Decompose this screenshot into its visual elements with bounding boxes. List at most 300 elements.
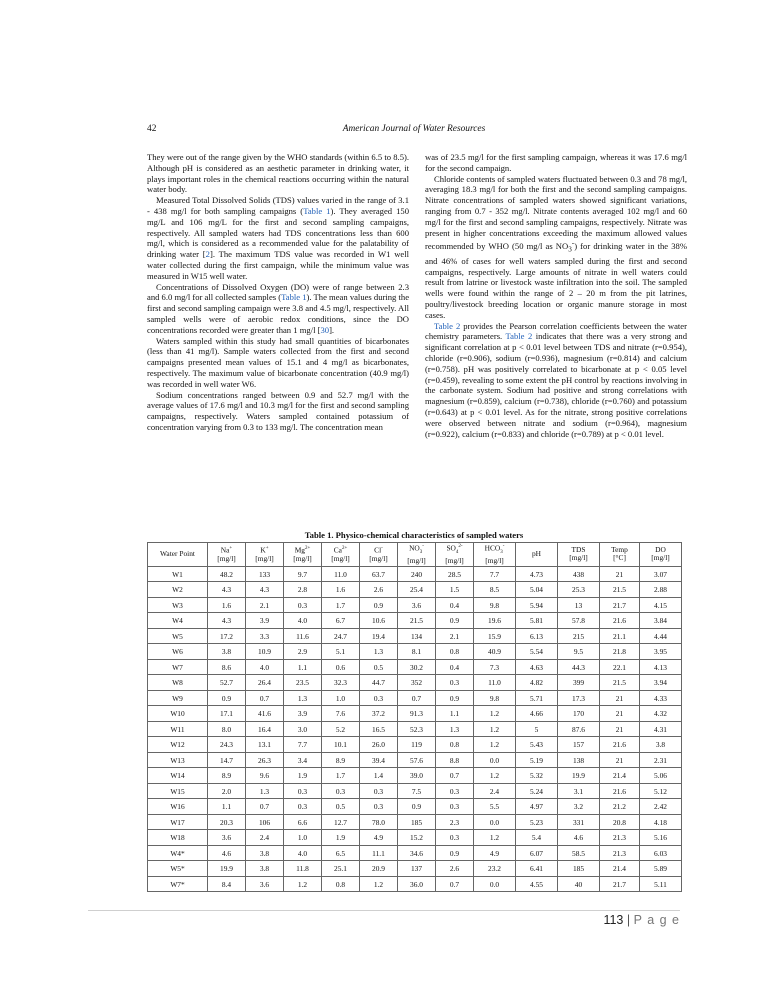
- table-cell: 185: [398, 814, 436, 830]
- table-cell: 2.8: [284, 582, 322, 598]
- paragraph: Table 2 provides the Pearson correlation coefficients between the water chemistry parameters. Table 2 indicates that there was a very strong and significant correlation at p < 0.01 level between TDS and nitrate (r=0.954), chloride (r=0.906), sodium (r=0.936), magnesium (r=0.814) and calcium (r=0.758). pH was positively correlated to bicarbonate at p < 0.05 level (r=0.459), revealing to some extent the pH control by reactions involving in the carbonate system. Sodium had positive and strong correlations with magnesium (r=0.859), calcium (r=0.738), chloride (r=0.760) and potassium (r=0.643) at p < 0.01 level. As for the nitrate, strong positive correlations were observed between nitrate and sodium (r=0.964), magnesium (r=0.922), calcium (r=0.833) and chloride (r=0.789) at p < 0.01 level.: [425, 320, 687, 439]
- table-cell: 2.0: [208, 783, 246, 799]
- table-cell: 3.9: [246, 613, 284, 629]
- table-row: [148, 737, 682, 753]
- table-cell: 0.9: [436, 845, 474, 861]
- table-cell: 36.0: [398, 876, 436, 892]
- footer-page-word: P a g e: [633, 913, 680, 927]
- table-cell: 78.0: [360, 814, 398, 830]
- table-cell: 8.4: [208, 876, 246, 892]
- table-cell: 1.6: [322, 582, 360, 598]
- table-row: [148, 814, 682, 830]
- table-body: [148, 566, 682, 892]
- table-reference-link[interactable]: Table 2: [434, 320, 461, 331]
- table-cell: 1.1: [436, 706, 474, 722]
- table-cell: 4.18: [640, 814, 682, 830]
- table-cell: 21.6: [600, 737, 640, 753]
- table-cell: 17.3: [558, 690, 600, 706]
- table-cell: 0.6: [322, 659, 360, 675]
- water-point-cell: W7*: [148, 876, 208, 892]
- table-cell: 0.9: [436, 690, 474, 706]
- table-cell: 2.3: [436, 814, 474, 830]
- table-cell: 0.0: [474, 814, 516, 830]
- table-cell: 8.5: [474, 582, 516, 598]
- table-cell: 3.1: [558, 783, 600, 799]
- table-cell: 21.7: [600, 876, 640, 892]
- column-header: pH: [516, 543, 558, 567]
- table-row: [148, 582, 682, 598]
- table-cell: 44.3: [558, 659, 600, 675]
- table-cell: 3.8: [246, 845, 284, 861]
- table-cell: 2.4: [246, 830, 284, 846]
- table-cell: 25.3: [558, 582, 600, 598]
- table-cell: 39.4: [360, 752, 398, 768]
- table-cell: 3.9: [284, 706, 322, 722]
- table-cell: 20.8: [600, 814, 640, 830]
- table-cell: 6.41: [516, 861, 558, 877]
- table-cell: 4.0: [284, 613, 322, 629]
- table-cell: 2.6: [360, 582, 398, 598]
- water-point-cell: W5*: [148, 861, 208, 877]
- table-cell: 137: [398, 861, 436, 877]
- table-cell: 26.3: [246, 752, 284, 768]
- table-cell: 6.07: [516, 845, 558, 861]
- table-cell: 0.8: [436, 644, 474, 660]
- table-cell: 0.8: [322, 876, 360, 892]
- table-cell: 3.4: [284, 752, 322, 768]
- table-cell: 7.5: [398, 783, 436, 799]
- table-row: [148, 706, 682, 722]
- table-cell: 5.19: [516, 752, 558, 768]
- table-cell: 8.0: [208, 721, 246, 737]
- table-row: [148, 861, 682, 877]
- paragraph: was of 23.5 mg/l for the first sampling campaign, whereas it was 17.6 mg/l for the second campaign.: [425, 152, 687, 173]
- table-cell: 4.63: [516, 659, 558, 675]
- table-cell: 0.7: [246, 799, 284, 815]
- table-cell: 0.4: [436, 659, 474, 675]
- table-cell: 21: [600, 690, 640, 706]
- table-cell: 0.7: [436, 768, 474, 784]
- page-footer: [560, 913, 680, 927]
- table-cell: 9.8: [474, 597, 516, 613]
- table-cell: 21.6: [600, 613, 640, 629]
- table-cell: 4.0: [246, 659, 284, 675]
- table-cell: 2.42: [640, 799, 682, 815]
- table-cell: 58.5: [558, 845, 600, 861]
- table-cell: 0.3: [360, 690, 398, 706]
- table-cell: 3.8: [246, 861, 284, 877]
- table-row: [148, 799, 682, 815]
- table-cell: 1.7: [322, 768, 360, 784]
- table-cell: 7.7: [284, 737, 322, 753]
- table-row: [148, 752, 682, 768]
- table-header-row: [148, 543, 682, 567]
- table-cell: 11.0: [322, 566, 360, 582]
- table-cell: 0.9: [208, 690, 246, 706]
- table-cell: 438: [558, 566, 600, 582]
- table-row: [148, 644, 682, 660]
- table-cell: 7.6: [322, 706, 360, 722]
- right-text-column: [425, 152, 687, 439]
- table-cell: 2.88: [640, 582, 682, 598]
- footer-separator: |: [626, 913, 631, 927]
- table-cell: 24.3: [208, 737, 246, 753]
- table-cell: 11.0: [474, 675, 516, 691]
- table-cell: 1.2: [474, 706, 516, 722]
- table-cell: 4.9: [360, 830, 398, 846]
- table-cell: 5.04: [516, 582, 558, 598]
- table-cell: 57.6: [398, 752, 436, 768]
- table-cell: 13: [558, 597, 600, 613]
- table-cell: 0.9: [398, 799, 436, 815]
- table-cell: 1.2: [474, 721, 516, 737]
- table-row: [148, 628, 682, 644]
- table-row: [148, 566, 682, 582]
- table-row: [148, 675, 682, 691]
- table-cell: 5: [516, 721, 558, 737]
- table-cell: 8.6: [208, 659, 246, 675]
- table-cell: 3.07: [640, 566, 682, 582]
- table-cell: 16.4: [246, 721, 284, 737]
- table-cell: 1.3: [436, 721, 474, 737]
- table-cell: 5.1: [322, 644, 360, 660]
- table-cell: 3.95: [640, 644, 682, 660]
- table-cell: 0.3: [436, 783, 474, 799]
- table-cell: 5.12: [640, 783, 682, 799]
- table-cell: 5.16: [640, 830, 682, 846]
- table-cell: 39.0: [398, 768, 436, 784]
- table-cell: 9.7: [284, 566, 322, 582]
- table-cell: 1.6: [208, 597, 246, 613]
- table-cell: 17.1: [208, 706, 246, 722]
- table-cell: 4.73: [516, 566, 558, 582]
- table-cell: 3.2: [558, 799, 600, 815]
- table-cell: 9.8: [474, 690, 516, 706]
- column-header: $NO_3^-$ [mg/l]: [398, 543, 436, 567]
- table-cell: 0.3: [436, 830, 474, 846]
- table-cell: 6.5: [322, 845, 360, 861]
- table-cell: 1.3: [360, 644, 398, 660]
- table-cell: 6.7: [322, 613, 360, 629]
- journal-title: American Journal of Water Resources: [342, 124, 486, 134]
- column-header: Cl- [mg/l]: [360, 543, 398, 567]
- table-cell: 0.3: [284, 783, 322, 799]
- table-cell: 21.2: [600, 799, 640, 815]
- water-point-cell: W13: [148, 752, 208, 768]
- table-cell: 17.2: [208, 628, 246, 644]
- table-cell: 4.6: [208, 845, 246, 861]
- table-cell: 57.8: [558, 613, 600, 629]
- table-cell: 1.9: [284, 768, 322, 784]
- water-point-cell: W2: [148, 582, 208, 598]
- table-cell: 0.8: [436, 737, 474, 753]
- left-text-column: [147, 152, 409, 433]
- water-point-cell: W4: [148, 613, 208, 629]
- table-cell: 44.7: [360, 675, 398, 691]
- table-row: [148, 845, 682, 861]
- table-cell: 9.6: [246, 768, 284, 784]
- table-row: [148, 659, 682, 675]
- table-cell: 63.7: [360, 566, 398, 582]
- table-cell: 215: [558, 628, 600, 644]
- table-cell: 19.6: [474, 613, 516, 629]
- table-cell: 21.5: [600, 582, 640, 598]
- table-cell: 5.43: [516, 737, 558, 753]
- paragraph: Chloride contents of sampled waters fluctuated between 0.3 and 78 mg/l, averaging 18.3 mg/l for both the first and the second sampling campaigns. Nitrate concentrations of sampled waters showed significant variations, ranging from 0.7 - 352 mg/l. Nitrate contents averaged 102 mg/l and 60 mg/l for the first and second sampling campaigns, respectively. Nitrate was present in higher concentrations exceeding the maximum allowed values recommended by WHO (50 mg/l as $NO_3^-$) for drinking water in the 38% and 46% of cases for well waters sampled during the first and second campaigns, respectively. Large amounts of nitrate in well waters could result from latrine or livestock waste infiltration into the soil. The sampled wells were found within the range of 2 – 20 m from the pit latrines, poultry/livestock breeding location or organic manure storage in most cases.: [425, 173, 688, 320]
- table-cell: 5.54: [516, 644, 558, 660]
- table-cell: 4.55: [516, 876, 558, 892]
- table-cell: 4.66: [516, 706, 558, 722]
- table-cell: 0.3: [322, 783, 360, 799]
- water-point-cell: W16: [148, 799, 208, 815]
- table-cell: 21.4: [600, 768, 640, 784]
- table-cell: 21.5: [600, 675, 640, 691]
- table-cell: 3.8: [640, 737, 682, 753]
- table-cell: 5.94: [516, 597, 558, 613]
- table-cell: 240: [398, 566, 436, 582]
- table-cell: 23.5: [284, 675, 322, 691]
- table-cell: 21.7: [600, 597, 640, 613]
- table-cell: 30.2: [398, 659, 436, 675]
- table-cell: 3.6: [398, 597, 436, 613]
- table-cell: 4.32: [640, 706, 682, 722]
- table-cell: 10.9: [246, 644, 284, 660]
- table-cell: 8.1: [398, 644, 436, 660]
- footer-divider: [88, 910, 680, 911]
- column-header: Na+ [mg/l]: [208, 543, 246, 567]
- table-cell: 19.4: [360, 628, 398, 644]
- table-cell: 21.1: [600, 628, 640, 644]
- table-cell: 24.7: [322, 628, 360, 644]
- table-row: [148, 613, 682, 629]
- table-cell: 0.0: [474, 752, 516, 768]
- table-cell: 138: [558, 752, 600, 768]
- citation-link[interactable]: 2: [205, 249, 210, 260]
- table-cell: 3.8: [208, 644, 246, 660]
- table-cell: 1.5: [436, 582, 474, 598]
- table-cell: 1.1: [284, 659, 322, 675]
- table-cell: 87.6: [558, 721, 600, 737]
- table-cell: 3.6: [208, 830, 246, 846]
- table-cell: 16.5: [360, 721, 398, 737]
- table-cell: 5.5: [474, 799, 516, 815]
- table-cell: 9.5: [558, 644, 600, 660]
- table-cell: 133: [246, 566, 284, 582]
- table-cell: 0.3: [360, 783, 398, 799]
- table-cell: 1.0: [322, 690, 360, 706]
- paragraph: They were out of the range given by the WHO standards (within 6.5 to 8.5). Although pH is considered as an aesthetic parameter in drinking water, it plays important roles in the chemical reactions occurring within the natural water body.: [147, 152, 409, 195]
- table-cell: 4.97: [516, 799, 558, 815]
- table-cell: 5.06: [640, 768, 682, 784]
- water-point-cell: W3: [148, 597, 208, 613]
- column-header: K+ [mg/l]: [246, 543, 284, 567]
- table-cell: 399: [558, 675, 600, 691]
- table-cell: 8.8: [436, 752, 474, 768]
- table-cell: 20.9: [360, 861, 398, 877]
- table-cell: 4.33: [640, 690, 682, 706]
- table-cell: 4.44: [640, 628, 682, 644]
- citation-link[interactable]: 30: [320, 324, 330, 335]
- table-cell: 19.9: [558, 768, 600, 784]
- table-cell: 6.13: [516, 628, 558, 644]
- table-cell: 5.32: [516, 768, 558, 784]
- physico-chemical-table: [147, 542, 682, 892]
- table-cell: 1.0: [284, 830, 322, 846]
- water-point-cell: W14: [148, 768, 208, 784]
- table-cell: 13.1: [246, 737, 284, 753]
- table-cell: 10.6: [360, 613, 398, 629]
- paragraph: Waters sampled within this study had small quantities of bicarbonates (less than 41 mg/l). Sample waters collected from the first and second campaigns presented mean values of 15.1 and 4 mg/l as bicarbonates, respectively. The maximum value of bicarbonate concentration (40.9 mg/l) was recorded in well water W6.: [147, 335, 409, 389]
- table-cell: 0.3: [436, 675, 474, 691]
- table-cell: 1.1: [208, 799, 246, 815]
- header-page-number: 42: [147, 124, 157, 134]
- table-cell: 4.82: [516, 675, 558, 691]
- table-cell: 185: [558, 861, 600, 877]
- table-cell: 2.9: [284, 644, 322, 660]
- table-cell: 4.6: [558, 830, 600, 846]
- water-point-cell: W6: [148, 644, 208, 660]
- table-cell: 48.2: [208, 566, 246, 582]
- column-header: TDS [mg/l]: [558, 543, 600, 567]
- paragraph: Measured Total Dissolved Solids (TDS) values varied in the range of 3.1 - 438 mg/l for both sampling campaigns (Table 1). They averaged 150 mg/L and 106 mg/L for the first and second sampling campaigns, respectively. All sampled waters had TDS concentrations less than 600 mg/l, which is considered as a recommended value for the palatability of drinking water [2]. The maximum TDS value was recorded in W1 well water collected during the first campaign, while the minimum value was measured in W15 well water.: [147, 195, 410, 281]
- water-point-cell: W8: [148, 675, 208, 691]
- table-cell: 21: [600, 706, 640, 722]
- table-cell: 4.9: [474, 845, 516, 861]
- paragraph: Sodium concentrations ranged between 0.9 and 52.7 mg/l with the average values of 17.6 mg/l and 10.3 mg/l for the first and second sampling campaigns, respectively. Waters sampled contained potassium of concentration varying from 0.3 to 133 mg/l. The concentration mean: [147, 389, 409, 432]
- column-header: $HCO_3^-$ [mg/l]: [474, 543, 516, 567]
- table-cell: 1.7: [322, 597, 360, 613]
- table-row: [148, 768, 682, 784]
- table-caption: Table 1. Physico-chemical characteristics of sampled waters: [304, 530, 524, 540]
- column-header: $Ca^{2+}$ [mg/l]: [322, 543, 360, 567]
- table-cell: 5.81: [516, 613, 558, 629]
- table-cell: 2.6: [436, 861, 474, 877]
- table-cell: 10.1: [322, 737, 360, 753]
- table-cell: 157: [558, 737, 600, 753]
- table-cell: 0.9: [360, 597, 398, 613]
- table-cell: 3.6: [246, 876, 284, 892]
- column-header: $SO_4^{2-}$ [mg/l]: [436, 543, 474, 567]
- table-cell: 106: [246, 814, 284, 830]
- table-cell: 3.84: [640, 613, 682, 629]
- table-row: [148, 830, 682, 846]
- table-cell: 4.3: [208, 582, 246, 598]
- table-cell: 21.5: [398, 613, 436, 629]
- table-row: [148, 690, 682, 706]
- table-cell: 21: [600, 566, 640, 582]
- table-cell: 40.9: [474, 644, 516, 660]
- table-cell: 32.3: [322, 675, 360, 691]
- table-cell: 34.6: [398, 845, 436, 861]
- table-cell: 4.0: [284, 845, 322, 861]
- table-cell: 0.7: [398, 690, 436, 706]
- table-cell: 4.13: [640, 659, 682, 675]
- table-cell: 2.1: [436, 628, 474, 644]
- table-cell: 4.3: [246, 582, 284, 598]
- footer-page-number: 113: [603, 913, 624, 927]
- water-point-cell: W11: [148, 721, 208, 737]
- water-point-cell: W15: [148, 783, 208, 799]
- table-cell: 11.1: [360, 845, 398, 861]
- table-cell: 28.5: [436, 566, 474, 582]
- table-cell: 0.3: [284, 799, 322, 815]
- table-row: [148, 783, 682, 799]
- water-point-cell: W4*: [148, 845, 208, 861]
- table-cell: 0.5: [322, 799, 360, 815]
- table-cell: 91.3: [398, 706, 436, 722]
- table-row: [148, 721, 682, 737]
- column-header: DO [mg/l]: [640, 543, 682, 567]
- table-cell: 0.7: [436, 876, 474, 892]
- table-cell: 6.6: [284, 814, 322, 830]
- table-cell: 21.3: [600, 845, 640, 861]
- table-cell: 0.4: [436, 597, 474, 613]
- water-point-cell: W1: [148, 566, 208, 582]
- table-cell: 19.9: [208, 861, 246, 877]
- table-cell: 0.3: [436, 799, 474, 815]
- table-cell: 8.9: [208, 768, 246, 784]
- table-cell: 11.6: [284, 628, 322, 644]
- water-point-cell: W9: [148, 690, 208, 706]
- table-cell: 1.3: [246, 783, 284, 799]
- column-header: $Mg^{2+}$ [mg/l]: [284, 543, 322, 567]
- table-cell: 5.4: [516, 830, 558, 846]
- table-cell: 134: [398, 628, 436, 644]
- table-cell: 15.9: [474, 628, 516, 644]
- table-cell: 26.0: [360, 737, 398, 753]
- table-cell: 37.2: [360, 706, 398, 722]
- table-cell: 2.1: [246, 597, 284, 613]
- table-cell: 7.7: [474, 566, 516, 582]
- paragraph: Concentrations of Dissolved Oxygen (DO) were of range between 2.3 and 6.0 mg/l for all collected samples (Table 1). The mean values during the first and second sampling campaign were 3.8 and 4.5 mg/l, respectively. All sampled wells were of aerobic redox conditions, since the DO concentrations recorded were greater than 1 mg/l [30].: [147, 281, 410, 335]
- table-cell: 8.9: [322, 752, 360, 768]
- table-cell: 23.2: [474, 861, 516, 877]
- table-cell: 21.4: [600, 861, 640, 877]
- table-cell: 1.2: [474, 830, 516, 846]
- table-cell: 1.2: [360, 876, 398, 892]
- table-cell: 2.4: [474, 783, 516, 799]
- water-point-cell: W5: [148, 628, 208, 644]
- water-point-cell: W17: [148, 814, 208, 830]
- table-cell: 0.3: [360, 799, 398, 815]
- table-cell: 5.71: [516, 690, 558, 706]
- table-cell: 22.1: [600, 659, 640, 675]
- page-header: [147, 124, 681, 138]
- table-cell: 21.6: [600, 783, 640, 799]
- water-point-cell: W12: [148, 737, 208, 753]
- table-reference-link[interactable]: Table 1: [281, 292, 307, 303]
- table-cell: 5.23: [516, 814, 558, 830]
- table-cell: 6.03: [640, 845, 682, 861]
- table-reference-link[interactable]: Table 2: [505, 331, 533, 342]
- table-cell: 25.4: [398, 582, 436, 598]
- column-header: Water Point: [148, 543, 208, 567]
- table-cell: 0.9: [436, 613, 474, 629]
- table-cell: 4.15: [640, 597, 682, 613]
- table-row: [148, 597, 682, 613]
- table-cell: 1.2: [474, 737, 516, 753]
- table-cell: 11.8: [284, 861, 322, 877]
- table-row: [148, 876, 682, 892]
- table-reference-link[interactable]: Table 1: [303, 205, 331, 216]
- table-cell: 21.8: [600, 644, 640, 660]
- table-cell: 20.3: [208, 814, 246, 830]
- table-cell: 1.2: [284, 876, 322, 892]
- table-cell: 1.3: [284, 690, 322, 706]
- table-cell: 21: [600, 752, 640, 768]
- column-header: Temp [°C]: [600, 543, 640, 567]
- table-cell: 52.3: [398, 721, 436, 737]
